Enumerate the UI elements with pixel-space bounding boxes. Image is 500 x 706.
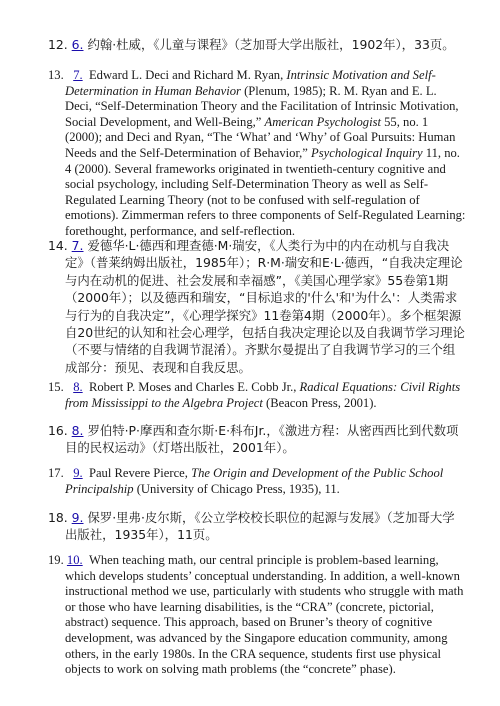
note-number: 12. <box>48 37 68 52</box>
note-ref-link[interactable]: 6. <box>71 37 84 52</box>
note-ref-link[interactable]: 10. <box>66 553 83 567</box>
note-text: When teaching math, our central principle is problem-based learning, which develops students’ conceptual understanding. In addition, a well-known instructional method we use, particularly with students who struggle with math or those who have learning disabilities, is the “CRA” (concrete, pictorial, abstract) sequence. This approach, based on Bruner’s theory of cognitive development, was advanced by the Singapore education community, among others, in the early 1980s. In the CRA sequence, students first use physical objects to work on solving math problems (the “concrete” phase). <box>65 553 464 677</box>
endnote-18 <box>48 509 466 544</box>
note-text: Robert P. Moses and Charles E. Cobb Jr., <box>88 380 300 394</box>
note-number: 13. <box>48 68 64 82</box>
note-text: 爱德华·L·德西和理查德·M·瑞安，《人类行为中的内在动机与自我决定》（普莱纳姆出版社，1985年）；R·M·瑞安和E·L·德西，“自我决定理论与内在动机的促进、社会发展和幸福感”，《美国心理学家》55卷第1期（2000年）；以及德西和瑞安，“目标追求的'什么'和'为什么'：人类需求与行为的自我决定”，《心理学探究》11卷第4期（2000年）。多个框架源自20世纪的认知和社会心理学，包括自我决定理论以及自我调节学习理论（不要与情绪的自我调节混淆）。齐默尔曼提出了自我调节学习的三个组成部分：预见、表现和自我反思。 <box>65 238 465 375</box>
note-number: 14. <box>48 238 68 253</box>
journal-title: Psychological Inquiry <box>311 145 423 160</box>
note-text: (Plenum, 1985); R. M. Ryan and E. L. Deci, “Self-Determination Theory and the Facilitation of Intrinsic Motivation, Social Development, and Well-Being,” <box>65 83 459 129</box>
note-text: Paul Revere Pierce, <box>88 466 192 480</box>
note-text: Edward L. Deci and Richard M. Ryan, <box>88 68 287 82</box>
note-text: 约翰·杜威，《儿童与课程》（芝加哥大学出版社，1902年），33页。 <box>83 37 455 52</box>
note-text: 55, no. 1 (2000); and Deci and Ryan, “The ‘What’ and ‘Why’ of Goal Pursuits: Human Needs and the Self-Determination of Behavior,” <box>65 114 456 160</box>
note-text: 罗伯特·P·摩西和查尔斯·E·科布Jr.，《激进方程：从密西西比到代数项目的民权运动》（灯塔出版社，2001年）。 <box>65 423 459 456</box>
endnote-14 <box>48 237 466 376</box>
endnote-13 <box>48 68 466 240</box>
book-title: Intrinsic Motivation and Self-Determination in Human Behavior <box>65 68 436 98</box>
note-ref-link[interactable]: 9. <box>73 466 83 480</box>
note-text: (Beacon Press, 2001). <box>262 395 377 410</box>
note-number: 16. <box>48 423 68 438</box>
note-ref-link[interactable]: 7. <box>73 68 83 82</box>
note-text: 保罗·里弗·皮尔斯，《公立学校校长职位的起源与发展》（芝加哥大学出版社，1935年），11页。 <box>65 510 455 543</box>
note-number: 18. <box>48 510 68 525</box>
endnote-19 <box>48 553 466 678</box>
note-number: 17. <box>48 466 64 480</box>
note-ref-link[interactable]: 9. <box>71 510 84 525</box>
endnote-16 <box>48 422 466 457</box>
note-ref-link[interactable]: 7. <box>71 238 84 253</box>
endnote-12 <box>48 36 466 53</box>
endnote-17 <box>48 466 466 497</box>
note-ref-link[interactable]: 8. <box>71 423 84 438</box>
endnote-15 <box>48 380 466 411</box>
note-text: (University of Chicago Press, 1935), 11. <box>133 481 340 496</box>
book-title: The Origin and Development of the Public School Principalship <box>65 466 444 496</box>
note-ref-link[interactable]: 8. <box>73 380 83 394</box>
note-number: 15. <box>48 380 64 394</box>
journal-title: American Psychologist <box>264 114 381 129</box>
note-text: 11, no. 4 (2000). Several frameworks originated in twentieth-century cognitive and social psychology, including Self-Determination Theory as well as Self-Regulated Learning Theory (not to be confused with self-regulation of emotions). Zimmerman refers to three components of Self-Regulated Learning: forethought, performance, and self-reflection. <box>65 145 466 238</box>
book-title: Radical Equations: Civil Rights from Mississippi to the Algebra Project <box>65 380 461 410</box>
note-number: 19. <box>48 553 64 567</box>
